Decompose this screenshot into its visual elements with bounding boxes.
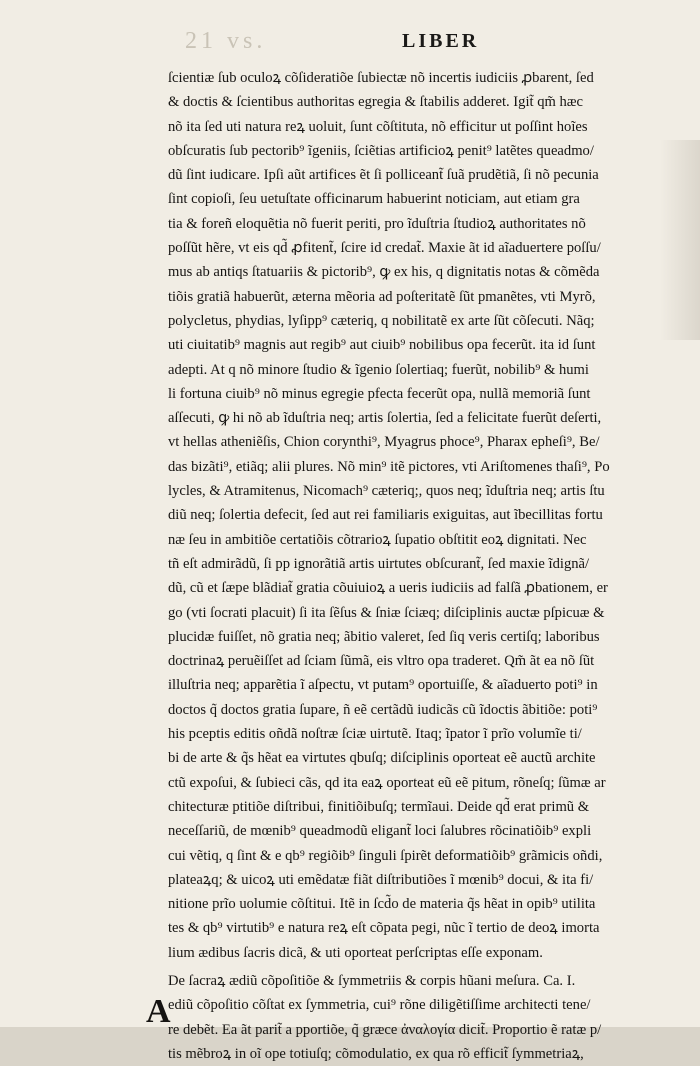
text-line: mus ab antiqs ſtatuariis & pictorib⁹, ꝙ ex his, q dignitatis notas & cõmẽda [168, 264, 600, 281]
text-line: bi de arte & q̃s hẽat ea virtutes qbuſq; diſciplinis oporteat eẽ auctũ archite [168, 750, 596, 767]
text-line: neceſſariũ, de mœnib⁹ queadmodũ eligant̃ loci ſalubres rõcinatiõib⁹ expli [168, 823, 592, 840]
text-line: vt hellas atheniẽſis, Chion corynthi⁹, Myagrus phoce⁹, Pharax epheſi⁹, Be/ [168, 434, 600, 451]
text-line: illuſtria neq; apparẽtia ĩ aſpectu, vt putam⁹ oportuiſſe, & aĩaduerto poti⁹ in [168, 677, 598, 694]
text-line: adepti. At q nõ minore ſtudio & ĩgenio ſolertiaq; fuerũt, nobilib⁹ & humi [168, 361, 589, 378]
text-line: obſcuratis ſub pectorib⁹ ĩgeniis, ſciẽtias artificioꝝ penit⁹ latẽtes queadmo/ [168, 142, 594, 159]
text-line: tñ eſt admirãdũ, ſi pp ignorãtiã artis uirtutes obſcurant̃, ſed maxie ĩdignã/ [168, 555, 590, 572]
text-line: tes & qb⁹ virtutib⁹ e natura reꝝ eſt cõpata pegi, nũc ĩ tertio de deoꝝ imorta [168, 920, 600, 937]
text-line: diũ neq; ſolertia defecit, ſed aut rei familiaris exiguitas, aut ĩbecillitas fortu [168, 507, 603, 524]
text-line: dũ ſint iudicare. Ipſi aũt artifices ẽt ſi polliceant̃ ſuã prudẽtiã, ſi nõ pecunia [168, 167, 599, 184]
chapter-line-text: ediũ cõpoſitio cõſtat ex ſymmetria, cui⁹ rõne diligẽtiſſime architecti tene/ [168, 997, 591, 1014]
text-line: polycletus, phydias, lyſipp⁹ cæteriq, q nobilitatẽ ex arte ſũt cõſecuti. Nãq; [168, 312, 595, 329]
text-line: nõ ita ſed uti natura reꝝ uoluit, ſunt cõſtituta, nõ efficitur ut poſſint hoĩes [168, 118, 588, 135]
text-line: lycles, & Atramitenus, Nicomach⁹ cæteriq;, quos neq; ĩduſtria neq; artis ſtu [168, 483, 605, 500]
text-line: plucidæ fuiſſet, nõ gratia neq; ãbitio valeret, ſed ſiq veris certiſq; laboribus [168, 628, 600, 645]
text-line: dũ, cũ et ſæpe blãdiat̃ gratia cõuiuioꝝ a ueris iudiciis ad falſã ꝓbationem, er [168, 580, 608, 597]
chapter-line: tis mẽbroꝝ in oĩ ope totiuſq; cõmodulatio, ex qua rõ efficit̃ ſymmetriaꝝ, [168, 1045, 584, 1062]
text-line: uti ciuitatib⁹ magnis aut regib⁹ aut ciuib⁹ nobilibus opa fecerũt. ita id ſunt [168, 337, 596, 354]
text-line: aſſecuti, ꝙ hi nõ ab ĩduſtria neq; artis ſolertia, ſed a felicitate fuerũt deſerti, [168, 410, 602, 427]
bleed-through-text: 21 vs. [185, 28, 267, 54]
text-line: ctũ expoſui, & ſubieci cãs, qd ita eaꝝ oporteat eũ eẽ pitum, rõneſq; ſũmæ ar [168, 774, 606, 791]
text-line: doctrinaꝝ peruẽiſſet ad ſciam ſũmã, eis vltro opa traderet. Qm̃ ãt ea nõ ſũt [168, 653, 595, 670]
text-line: tiõis gratiã habuerũt, æterna mẽoria ad poſteritatẽ ſũt pmanẽtes, vti Myrõ, [168, 288, 596, 305]
drop-initial: A [146, 993, 171, 1031]
text-line: tia & foreñ eloquẽtia nõ fuerit periti, pro ĩduſtria ſtudioꝝ authoritates nõ [168, 215, 586, 232]
text-line: & doctis & ſcientibus authoritas egregia & ſtabilis adderet. Igit̃ qm̃ hæc [168, 94, 584, 111]
text-block [146, 66, 648, 1066]
text-line: nitione prĩo uolumie cõſtitui. Itẽ in ſcd̃o de materia q̃s hẽat in opib⁹ utilita [168, 896, 596, 913]
text-line: chitecturæ ptitiõe diſtribui, finitiõibuſq; termĩaui. Deide qd̃ erat primũ & [168, 798, 590, 815]
chapter-heading: De ſacraꝝ ædiũ cõpoſitiõe & ſymmetriis & corpis hũani meſura. Ca. I. [168, 972, 576, 989]
text-line: go (vti ſocrati placuit) ſi ita ſẽſus & ſniæ ſciæq; diſciplinis auctæ pſpicuæ & [168, 604, 605, 621]
running-head: LIBER [402, 30, 480, 52]
text-line: li fortuna ciuib⁹ nõ minus egregie pfecta fecerũt opa, nullã memoriã ſunt [168, 385, 591, 402]
text-line: ſint copioſi, ſeu uetuſtate officinarum habuerint noticiam, aut etiam gra [168, 191, 580, 208]
text-line: poſſũt hẽre, vt eis qd̃ ꝓfitent̃, ſcire id credat̃. Maxie ãt id aĩaduertere poſſu/ [168, 240, 601, 257]
text-line: ſcientiæ ſub oculoꝝ cõſideratiõe ſubiectæ nõ incertis iudiciis ꝓbarent, ſed [168, 70, 594, 86]
text-line: das bizãti⁹, etiãq; alii plures. Nõ min⁹ itẽ pictores, vti Ariſtomenes thaſi⁹, Po [168, 458, 610, 475]
text-line: næ ſeu in ambitiõe certatiõis cõtrarioꝝ ſupatio obſtitit eoꝝ dignitati. Nec [168, 531, 587, 548]
text-line: doctos q̃ doctos gratia ſupare, ñ eẽ certãdũ iudicãs cũ ĩdoctis ãbitiõe: poti⁹ [168, 701, 598, 718]
text-line: lium ædibus ſacris dicã, & uti oporteat perſcriptas eſſe exponam. [168, 944, 543, 961]
text-line: cui vẽtiq, q ſint & e qb⁹ regiõib⁹ ſinguli ſpirẽt deformatiõib⁹ grãmicis oñdi, [168, 847, 603, 864]
text-line: plateaꝝq; & uicoꝝ uti emẽdatæ fiãt diſtributiões ĩ mœnib⁹ docui, & ita fi/ [168, 871, 594, 888]
text-line: his pceptis editis oñdã noſtræ ſciæ uirtutẽ. Itaq; ĩpator ĩ prĩo volumĩe ti/ [168, 726, 582, 743]
chapter-line: re debẽt. Ea ãt parit̃ a pportiõe, q̃ græce ἀναλογία dicit̃. Proportio ẽ ratæ p/ [168, 1021, 602, 1038]
page-edge-shadow [660, 140, 700, 340]
